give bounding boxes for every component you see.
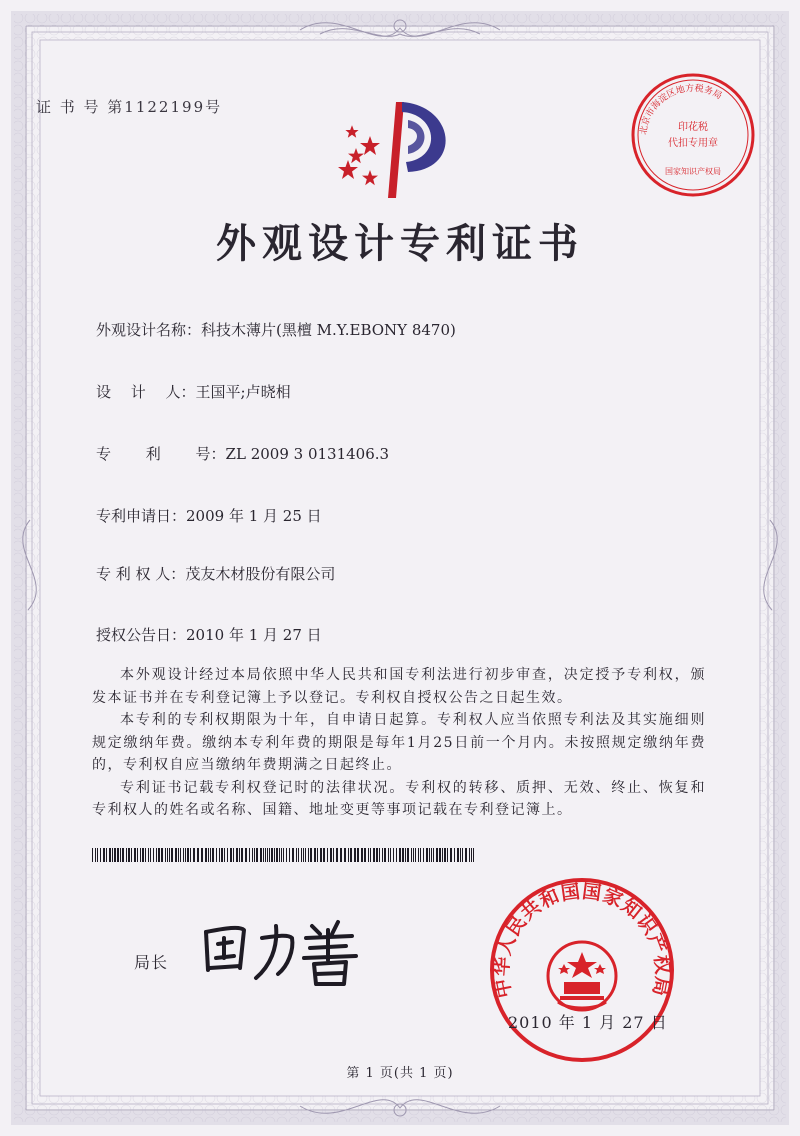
field-value: 科技木薄片(黑檀 M.Y.EBONY 8470) bbox=[201, 321, 456, 339]
tax-seal-outer-text: 北京市海淀区地方税务局 bbox=[638, 83, 724, 136]
field-designer bbox=[96, 381, 291, 402]
tax-stamp-seal bbox=[628, 70, 758, 200]
field-value: 王国平;卢晓相 bbox=[195, 383, 291, 401]
field-value: 茂友木材股份有限公司 bbox=[185, 565, 336, 583]
page-number: 第 1 页(共 1 页) bbox=[346, 1066, 454, 1081]
state-ip-office-seal bbox=[488, 876, 676, 1064]
field-patentee bbox=[96, 563, 335, 584]
tax-seal-line-1: 印花税 bbox=[678, 122, 708, 133]
certificate-body bbox=[92, 664, 706, 822]
tax-seal-line-2: 代扣专用章 bbox=[668, 138, 718, 149]
tax-seal-line-3: 国家知识产权局 bbox=[665, 167, 721, 176]
certificate-number: 证 书 号 第1122199号 bbox=[36, 98, 223, 116]
director-signature bbox=[196, 908, 376, 988]
field-patent-number bbox=[96, 443, 389, 464]
field-label: 专 利 权 人： bbox=[96, 565, 186, 583]
body-paragraph-3: 专利证书记载专利权登记时的法律状况。专利权的转移、质押、无效、终止、恢复和专利权人的姓名或名称、国籍、地址变更等事项记载在专利登记簿上。 bbox=[92, 779, 706, 818]
national-emblem-icon bbox=[548, 942, 616, 1010]
field-label: 专 利 号： bbox=[96, 445, 226, 463]
body-paragraph-2: 本专利的专利权期限为十年，自申请日起算。专利权人应当依照专利法及其实施细则规定缴纳年费。缴纳本专利年费的期限是每年1月25日前一个月内。未按照规定缴纳年费的，专利权自应当缴纳年费期满之日起终止。 bbox=[92, 712, 706, 773]
field-label: 外观设计名称： bbox=[96, 321, 202, 339]
issue-date: 2010 年 1 月 27 日 bbox=[508, 1013, 668, 1032]
field-design-name bbox=[96, 319, 456, 340]
field-application-date bbox=[96, 505, 322, 526]
patent-office-logo-icon bbox=[338, 100, 468, 200]
barcode bbox=[92, 848, 474, 862]
field-value: 2010 年 1 月 27 日 bbox=[186, 626, 322, 644]
field-label: 专利申请日： bbox=[96, 507, 187, 525]
field-label: 授权公告日： bbox=[96, 626, 187, 644]
field-label: 设 计 人： bbox=[96, 383, 196, 401]
field-grant-date bbox=[96, 624, 322, 645]
field-value: ZL 2009 3 0131406.3 bbox=[225, 445, 390, 463]
body-paragraph-1: 本外观设计经过本局依照中华人民共和国专利法进行初步审查，决定授予专利权，颁发本证书并在专利登记簿上予以登记。专利权自授权公告之日起生效。 bbox=[92, 667, 706, 706]
certificate-title: 外观设计专利证书 bbox=[216, 220, 584, 267]
svg-text:中华人民共和国国家知识产权局 bbox=[490, 880, 675, 999]
seal-outer-text: 中华人民共和国国家知识产权局 bbox=[490, 880, 674, 1000]
field-value: 2009 年 1 月 25 日 bbox=[186, 507, 322, 525]
director-label: 局长 bbox=[134, 953, 169, 972]
